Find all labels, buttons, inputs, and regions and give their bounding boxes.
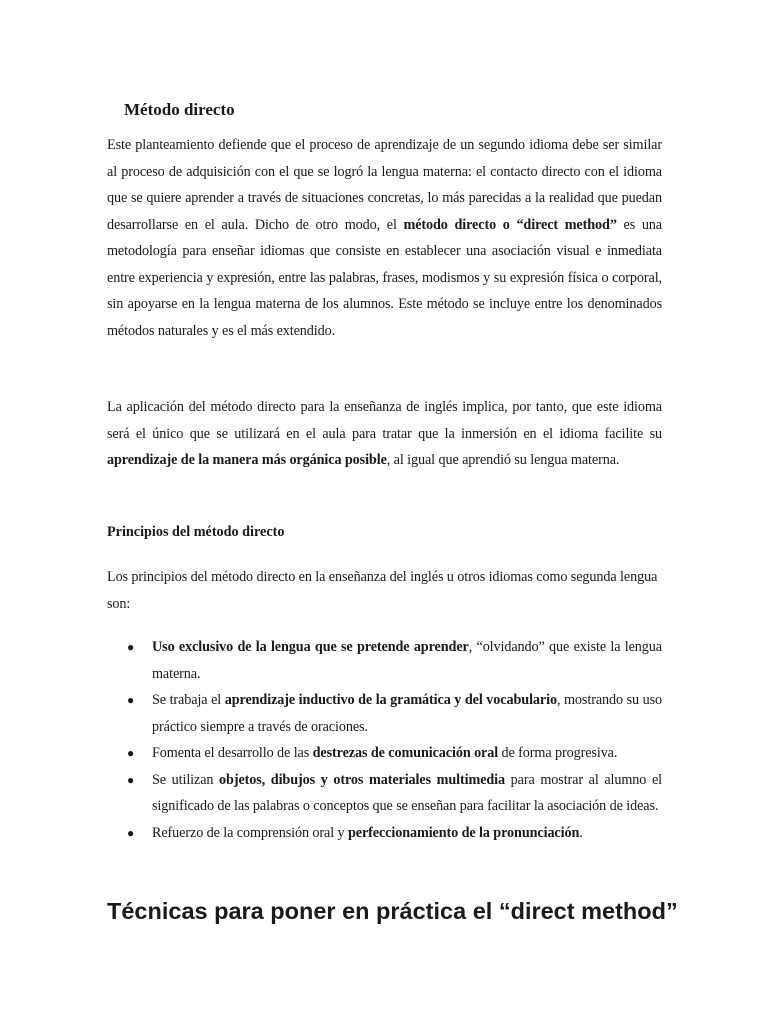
list-item-bold: destrezas de comunicación oral (312, 745, 499, 761)
principles-list (107, 634, 662, 846)
bullet-icon: ● (127, 825, 135, 840)
list-item (107, 767, 662, 820)
page-title: Método directo (124, 100, 235, 119)
list-item-bold: objetos, dibujos y otros materiales multimedia (219, 771, 506, 788)
list-item (107, 687, 662, 740)
list-item-bold: perfeccionamiento de la pronunciación (347, 824, 580, 841)
list-item (107, 634, 662, 687)
list-item-text-pre: Fomenta el desarrollo de las (152, 745, 313, 761)
list-item-text-post: para mostrar al alumno el significado de las palabras o conceptos que se enseñan para facilitar la asociación de ideas. (152, 771, 662, 814)
application-text-2: , al igual que aprendió su lengua materna. (386, 452, 620, 468)
intro-paragraph (107, 132, 662, 344)
list-item-text-pre: Se utilizan (152, 771, 220, 788)
list-item-text-post: , “olvidando” que existe la lengua materna. (152, 639, 662, 682)
bullet-icon: ● (127, 746, 135, 760)
intro-text-2: es una metodología para enseñar idiomas que consiste en establecer una asociación visual e inmediata entre experiencia y expresión, entre las palabras, frases, modismos y su expresión física o corporal, sin apoyarse en la lengua materna de los alumnos. Este método se incluye entre los denominados métodos naturales y es el más extendido. (107, 216, 663, 339)
intro-bold-term: método directo o “direct method” (403, 216, 617, 233)
intro-text-1: Este planteamiento defiende que el proceso de aprendizaje de un segundo idioma debe ser similar al proceso de adquisición con el que se logró la lengua materna: el contacto directo con el idioma que se quiere aprender a través de situaciones concretas, lo más parecidas a la realidad que puedan desarrollarse en el aula. Dicho de otro modo, el (107, 137, 662, 233)
principles-heading: Principios del método directo (107, 524, 285, 540)
list-item (107, 820, 662, 847)
principles-intro-paragraph: Los principios del método directo en la enseñanza del inglés u otros idiomas como segunda lengua son: (107, 569, 658, 612)
bullet-icon: ● (127, 772, 135, 787)
list-item-text-pre: Refuerzo de la comprensión oral y (152, 824, 348, 841)
list-item-text-post: , mostrando su uso práctico siempre a través de oraciones. (152, 692, 663, 735)
application-paragraph (107, 394, 662, 474)
list-item (107, 740, 662, 767)
list-item-text-pre: Se trabaja el (152, 692, 225, 708)
bullet-icon: ● (127, 693, 135, 707)
list-item-bold: Uso exclusivo de la lengua que se pretende aprender (152, 639, 469, 655)
list-item-text-post: de forma progresiva. (498, 745, 618, 761)
application-text-1: La aplicación del método directo para la enseñanza de inglés implica, por tanto, que este idioma será el único que se utilizará en el aula para tratar que la inmersión en el idioma facilite su (107, 399, 662, 442)
list-item-text-post: . (579, 824, 583, 841)
bullet-icon: ● (127, 640, 135, 654)
application-bold-term: aprendizaje de la manera más orgánica posible (107, 452, 387, 468)
techniques-heading: Técnicas para poner en práctica el “direct method” (107, 898, 678, 924)
list-item-bold: aprendizaje inductivo de la gramática y del vocabulario (224, 692, 557, 708)
